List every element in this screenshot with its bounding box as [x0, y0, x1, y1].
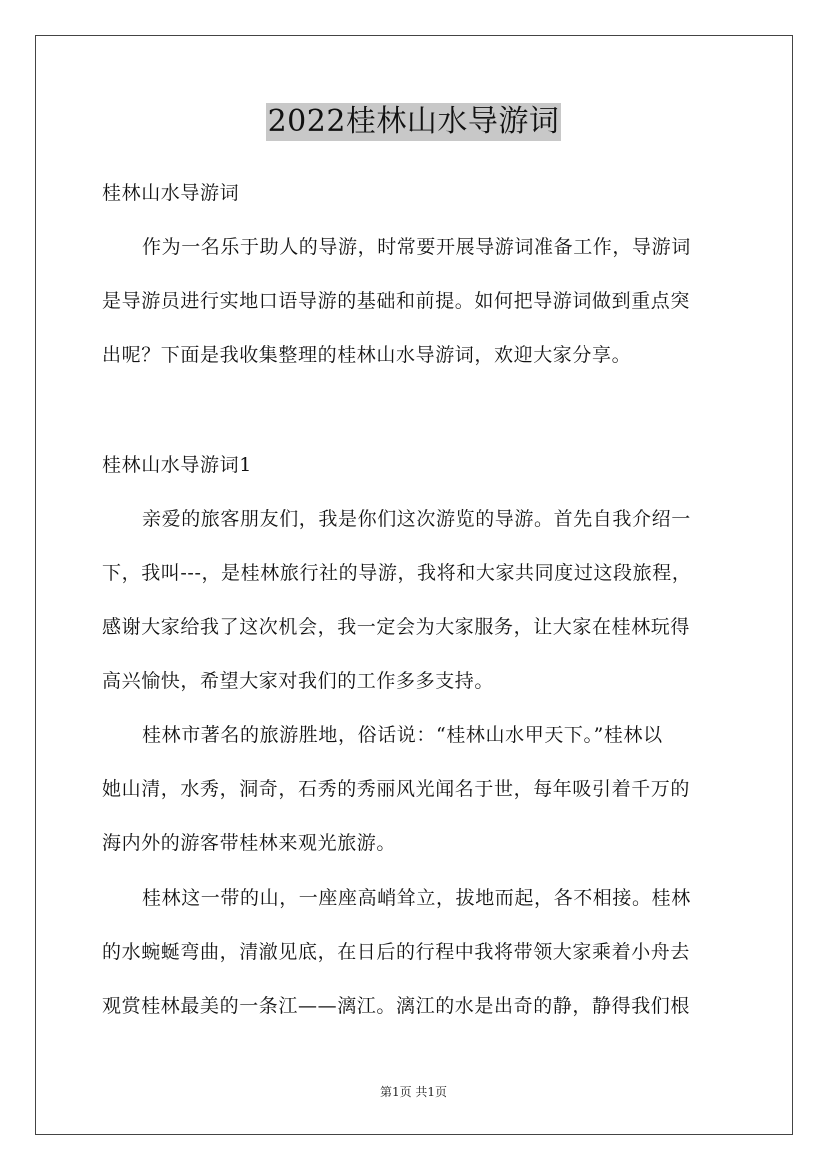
title-container — [0, 103, 827, 141]
intro-line: 出呢？下面是我收集整理的桂林山水导游词，欢迎大家分享。 — [102, 344, 632, 366]
paragraph-line: 的水蜿蜒弯曲，清澈见底，在日后的行程中我将带领大家乘着小舟去 — [102, 941, 691, 963]
paragraph-line: 高兴愉快，希望大家对我们的工作多多支持。 — [102, 670, 495, 692]
paragraph-line: 感谢大家给我了这次机会，我一定会为大家服务，让大家在桂林玩得 — [102, 616, 691, 638]
paragraph-line: 桂林这一带的山，一座座高峭耸立，拔地而起，各不相接。桂林 — [142, 887, 691, 909]
section-heading: 桂林山水导游词1 — [102, 454, 252, 476]
document-subtitle: 桂林山水导游词 — [102, 182, 240, 204]
paragraph-line: 海内外的游客带桂林来观光旅游。 — [102, 832, 397, 854]
paragraph-line: 桂林市著名的旅游胜地，俗话说：“桂林山水甲天下。”桂林以 — [142, 724, 663, 746]
paragraph-line: 下，我叫---，是桂林旅行社的导游，我将和大家共同度过这段旅程， — [102, 562, 692, 584]
paragraph-line: 观赏桂林最美的一条江——漓江。漓江的水是出奇的静，静得我们根 — [102, 995, 691, 1017]
document-title: 2022桂林山水导游词 — [267, 104, 560, 139]
intro-line: 作为一名乐于助人的导游，时常要开展导游词准备工作，导游词 — [142, 236, 691, 258]
page-footer: 第1页 共1页 — [379, 1085, 448, 1099]
paragraph-line: 她山清，水秀，洞奇，石秀的秀丽风光闻名于世，每年吸引着千万的 — [102, 778, 691, 800]
intro-line: 是导游员进行实地口语导游的基础和前提。如何把导游词做到重点突 — [102, 290, 691, 312]
paragraph-line: 亲爱的旅客朋友们，我是你们这次游览的导游。首先自我介绍一 — [142, 508, 691, 530]
